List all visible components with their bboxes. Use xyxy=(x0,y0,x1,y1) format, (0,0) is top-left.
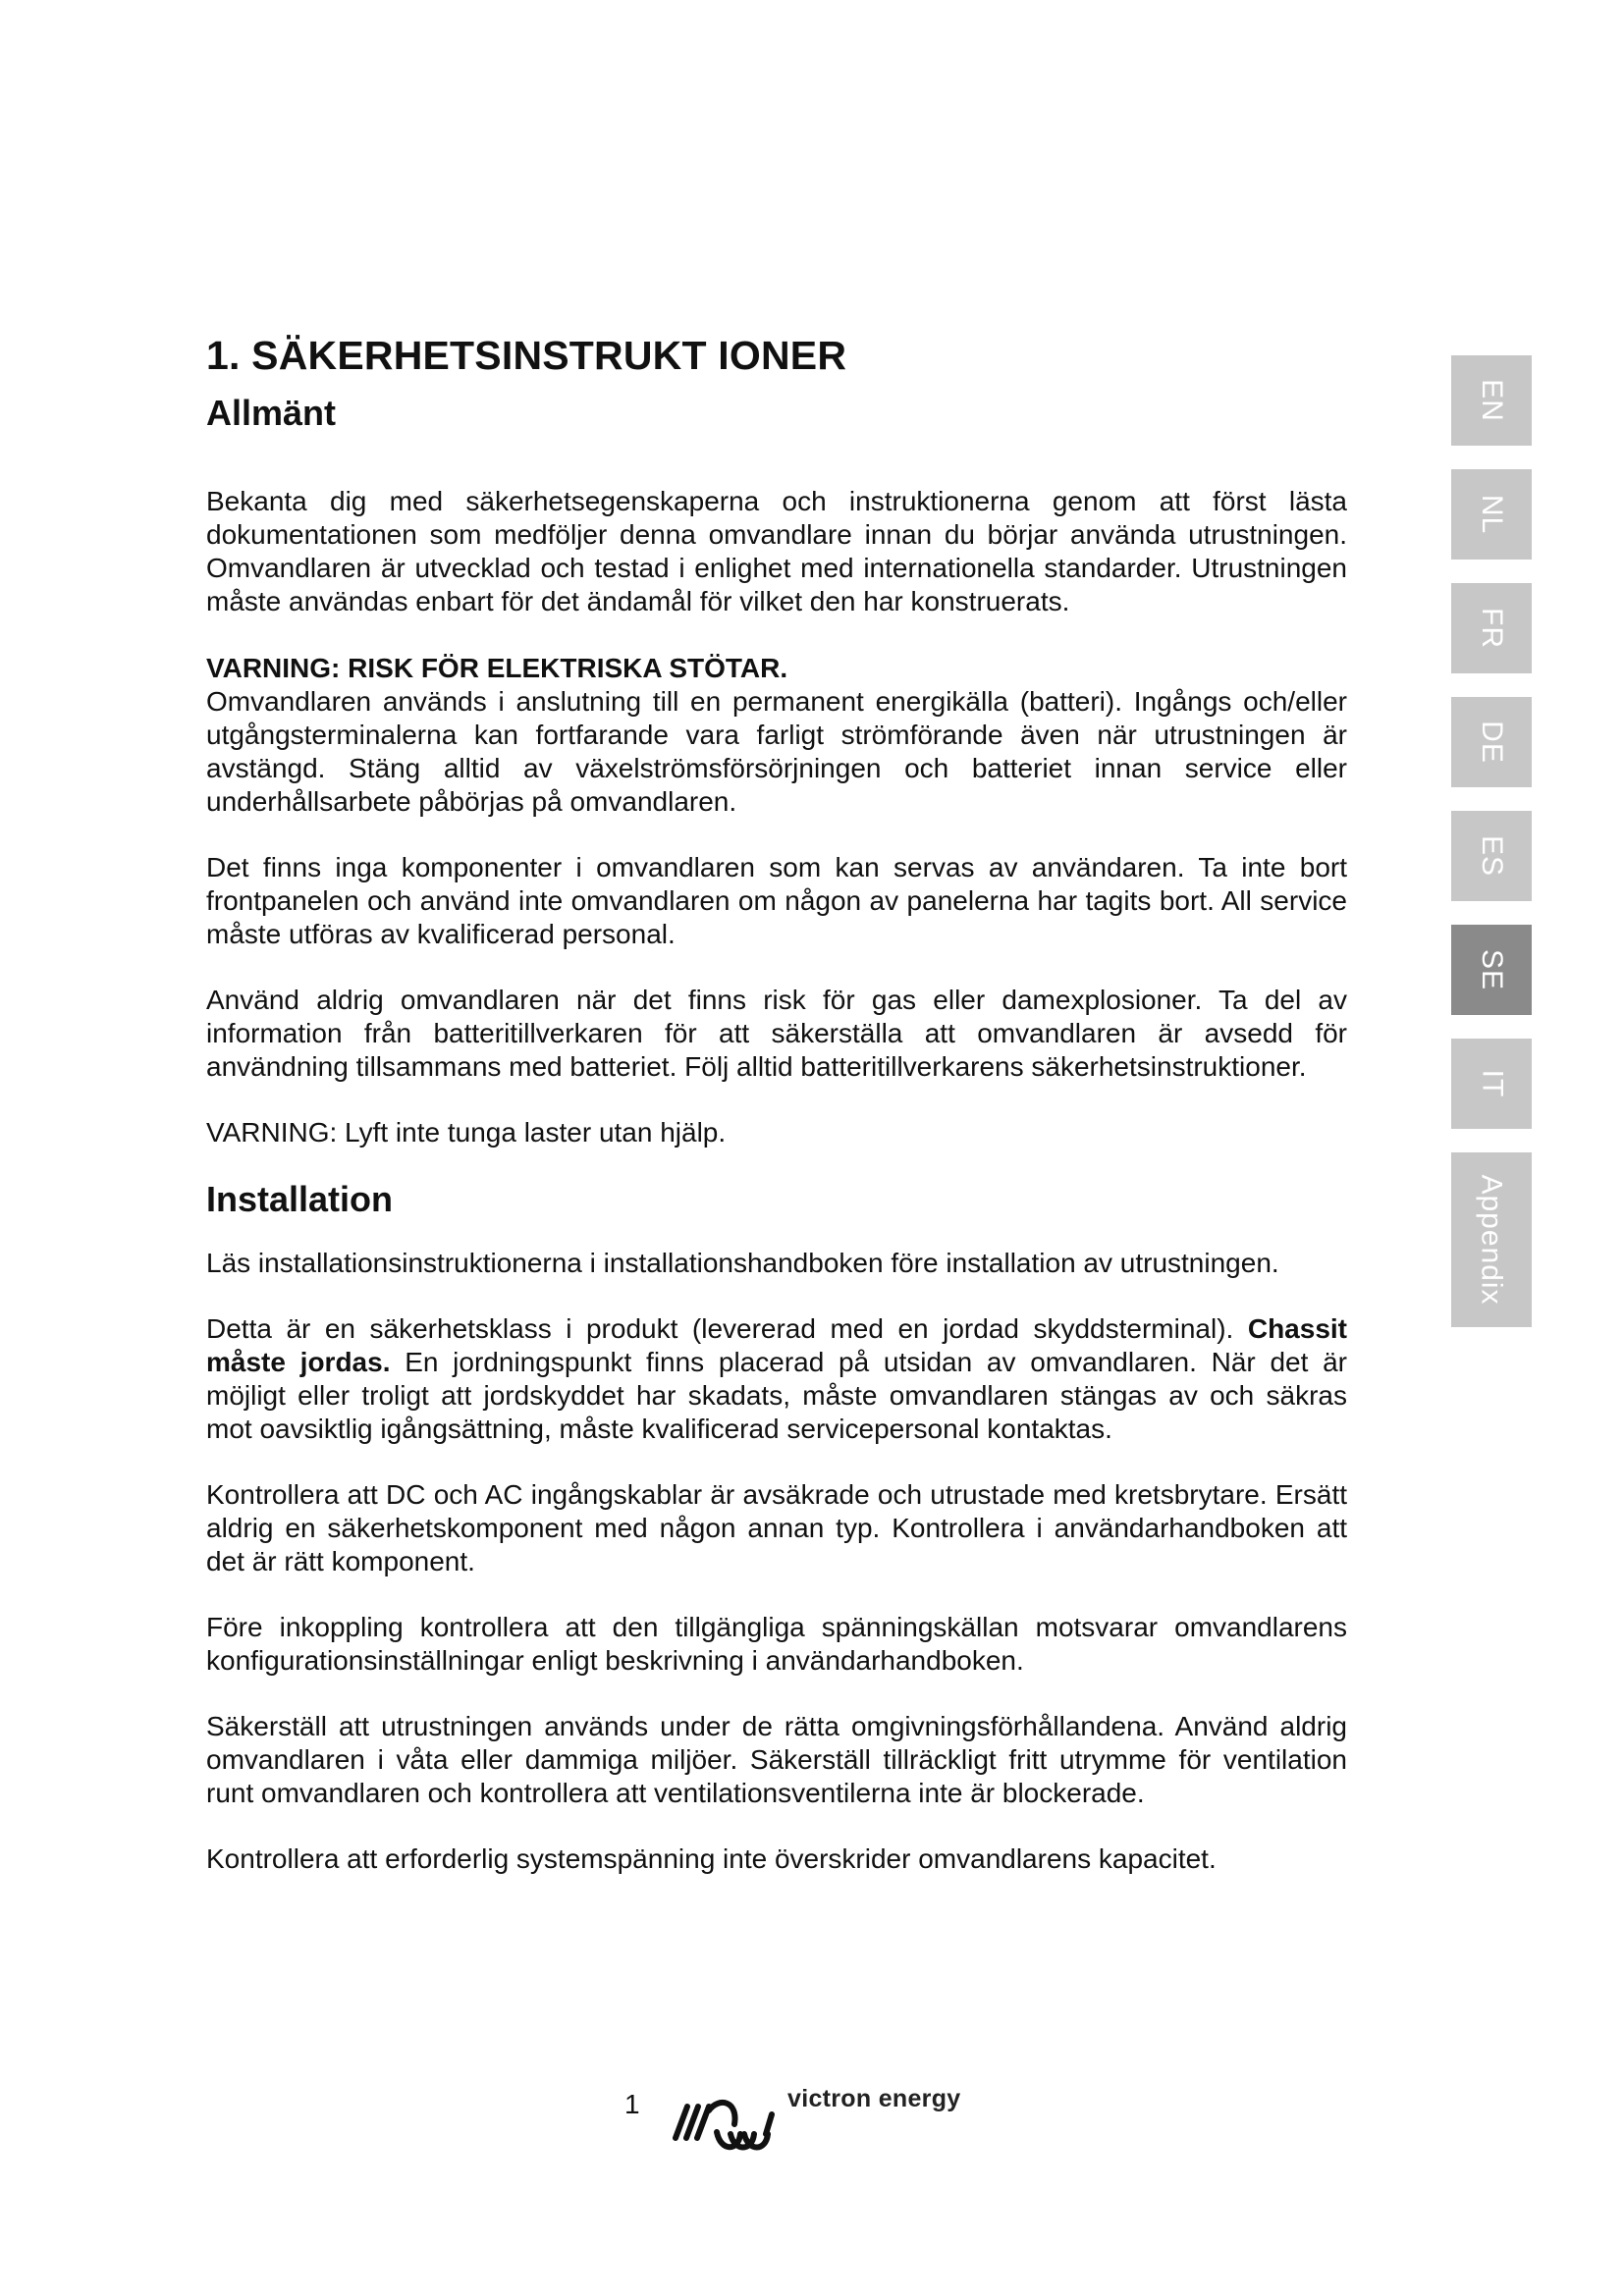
tab-it[interactable] xyxy=(1451,1039,1532,1129)
tab-de[interactable] xyxy=(1451,697,1532,787)
tab-fr[interactable] xyxy=(1451,583,1532,673)
page-title: 1. SÄKERHETSINSTRUKT IONER xyxy=(206,333,847,378)
paragraph: Bekanta dig med säkerhetsegenskaperna och instruktionerna genom att först lästa dokumentationen som medföljer denna omvandlare innan du börjar använda utrustningen. Omvandlaren är utvecklad och testad i enlighet med internationella standarder. Utrustningen måste användas enbart för det ändamål för vilket den har konstruerats. xyxy=(206,486,1347,616)
tab-label: NL xyxy=(1475,494,1508,535)
tab-nl[interactable] xyxy=(1451,469,1532,560)
tab-en[interactable] xyxy=(1451,355,1532,446)
tab-label: ES xyxy=(1476,834,1508,878)
document-content xyxy=(206,330,1347,1876)
paragraph: Före inkoppling kontrollera att den tillgängliga spänningskällan motsvarar omvandlarens konfigurationsinställningar enligt beskrivning i användarhandboken. xyxy=(206,1612,1347,1676)
tab-se[interactable] xyxy=(1451,925,1532,1015)
paragraph: Omvandlaren används i anslutning till en permanent energikälla (batteri). Ingångs och/eller utgångsterminalerna kan fortfarande vara farligt strömförande även när utrustningen är avstängd. Stäng alltid av växelströmsförsörjningen och batteriet innan service eller underhållsarbete påbörjas på omvandlaren. xyxy=(206,686,1347,817)
paragraph: Läs installationsinstruktionerna i installationshandboken före installation av utrustningen. xyxy=(206,1248,1279,1278)
page-footer xyxy=(624,2085,978,2163)
emphasis-text: Chassit måste jordas. xyxy=(206,1313,1347,1377)
paragraph: Kontrollera att erforderlig systemspänning inte överskrider omvandlarens kapacitet. xyxy=(206,1843,1217,1874)
paragraph: Säkerställ att utrustningen används under de rätta omgivningsförhållandena. Använd aldrig omvandlaren i våta eller dammiga miljöer. Säkerställ tillräckligt fritt utrymme för ventilation runt omvandlaren och kontrollera att ventilationsventilerna inte är blockerade. xyxy=(206,1711,1347,1808)
paragraph: Kontrollera att DC och AC ingångskablar är avsäkrade och utrustade med kretsbrytare. Ersätt aldrig en säkerhetskomponent med någon annan typ. Kontrollera i användarhandboken att det är rätt komponent. xyxy=(206,1479,1347,1576)
paragraph: Det finns inga komponenter i omvandlaren som kan servas av användaren. Ta inte bort frontpanelen och använd inte omvandlaren om någon av panelerna har tagits bort. All service måste utföras av kvalificerad personal. xyxy=(206,852,1347,949)
section-heading-installation: Installation xyxy=(206,1179,394,1219)
tab-es[interactable] xyxy=(1451,811,1532,901)
brand-name: victron energy xyxy=(787,2085,961,2112)
paragraph-text: En jordningspunkt finns placerad på utsidan av omvandlaren. När det är möjligt eller troligt att jordskyddet har skadats, måste omvandlaren stängas av och säkras mot oavsiktlig igångsättning, måste kvalificerad servicepersonal kontaktas. xyxy=(206,1347,1348,1444)
tab-label: SE xyxy=(1476,948,1508,991)
section-heading-allmant: Allmänt xyxy=(206,393,337,433)
warning-paragraph: VARNING: Lyft inte tunga laster utan hjälp. xyxy=(206,1117,727,1148)
tab-label: DE xyxy=(1476,721,1508,764)
victron-logo-icon xyxy=(670,2095,785,2156)
paragraph: Använd aldrig omvandlaren när det finns risk för gas eller damexplosioner. Ta del av information från batteritillverkaren för att säkerställa att omvandlaren är avsedd för användning tillsammans med batteriet. Följ alltid batteritillverkarens säkerhetsinstruktioner. xyxy=(206,985,1347,1082)
tab-label: IT xyxy=(1475,1069,1508,1098)
paragraph-text: Detta är en säkerhetsklass i produkt (levererad med en jordad skyddsterminal). xyxy=(206,1313,1248,1344)
tab-label: Appendix xyxy=(1476,1174,1509,1306)
tab-label: EN xyxy=(1476,379,1508,422)
tab-label: FR xyxy=(1476,608,1508,649)
tab-appendix[interactable] xyxy=(1451,1152,1532,1327)
warning-title: VARNING: RISK FÖR ELEKTRISKA STÖTAR. xyxy=(206,653,788,683)
paragraph xyxy=(206,1312,1347,1446)
page-number: 1 xyxy=(624,2089,640,2119)
